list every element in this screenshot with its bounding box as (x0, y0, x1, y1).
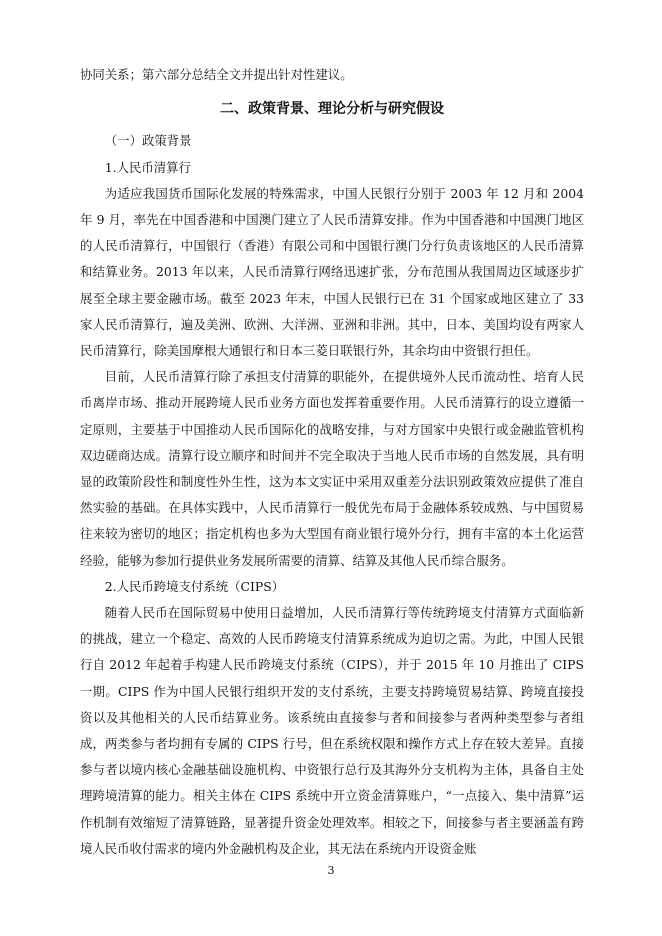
page-number: 3 (327, 864, 335, 877)
paragraph-clearing-bank-history: 为适应我国货币国际化发展的特殊需求，中国人民银行分别于 2003 年 12 月和 2004 年 9 月，率先在中国香港和中国澳门建立了人民币清算安排。作为中国香港和中国澳门地区的人民币清算行，中国银行（香港）有限公司和中国银行澳门分行负责该地区的人民币清算和结算业务。2013 年以来，人民币清算行网络迅速扩张，分布范围从我国周边区域逐步扩展至全球主要金融市场。截至 2023 年末，中国人民银行已在 31 个国家或地区建立了 33 家人民币清算行，遍及美洲、欧洲、大洋洲、亚洲和非洲。其中，日本、美国均设有两家人民币清算行，除美国摩根大通银行和日本三菱日联银行外，其余均由中资银行担任。 (80, 185, 584, 359)
body-text (80, 62, 584, 862)
subsection-heading: （一）政策背景 (104, 133, 192, 149)
item-heading-cips: 2.人民币跨境支付系统（CIPS） (104, 578, 285, 594)
item-heading-clearing-bank: 1.人民币清算行 (104, 159, 191, 175)
paragraph-clearing-bank-role: 目前，人民币清算行除了承担支付清算的职能外，在提供境外人民币流动性、培育人民币离岸市场、推动开展跨境人民币业务方面也发挥着重要作用。人民币清算行的设立遵循一定原则，主要基于中国推动人民币国际化的战略安排，与对方国家中央银行或金融监管机构双边磋商达成。清算行设立顺序和时间并不完全取决于当地人民币市场的自然发展，具有明显的政策阶段性和制度性外生性，这为本文实证中采用双重差分法识别政策效应提供了准自然实验的基础。在具体实践中，人民币清算行一般优先布局于金融体系较成熟、与中国贸易往来较为密切的地区；指定机构也多为大型国有商业银行境外分行，拥有丰富的本土化运营经验，能够为参加行提供业务发展所需要的清算、结算及其他人民币综合服务。 (80, 369, 584, 568)
paragraph-cips: 随着人民币在国际贸易中使用日益增加，人民币清算行等传统跨境支付清算方式面临新的挑战，建立一个稳定、高效的人民币跨境支付清算系统成为迫切之需。为此，中国人民银行自 2012 年起着手构建人民币跨境支付系统（CIPS），并于 2015 年 10 月推出了 CIPS 一期。CIPS 作为中国人民银行组织开发的支付系统，主要支持跨境贸易结算、跨境直接投资以及其他相关的人民币结算业务。该系统由直接参与者和间接参与者两种类型参与者组成，两类参与者均拥有专属的 CIPS 行号，但在系统权限和操作方式上存在较大差异。直接参与者以境内核心金融基础设施机构、中资银行总行及其海外分支机构为主体，具备自主处理跨境清算的能力。相关主体在 CIPS 系统中开立资金清算账户，“一点接入、集中清算”运作机制有效缩短了清算链路，显著提升资金处理效率。相较之下，间接参与者主要涵盖有跨境人民币收付需求的境内外金融机构及企业，其无法在系统内开设资金账 (80, 605, 584, 856)
intro-tail-paragraph: 协同关系；第六部分总结全文并提出针对性建议。 (80, 67, 353, 82)
section-heading: 二、政策背景、理论分析与研究假设 (220, 101, 444, 118)
